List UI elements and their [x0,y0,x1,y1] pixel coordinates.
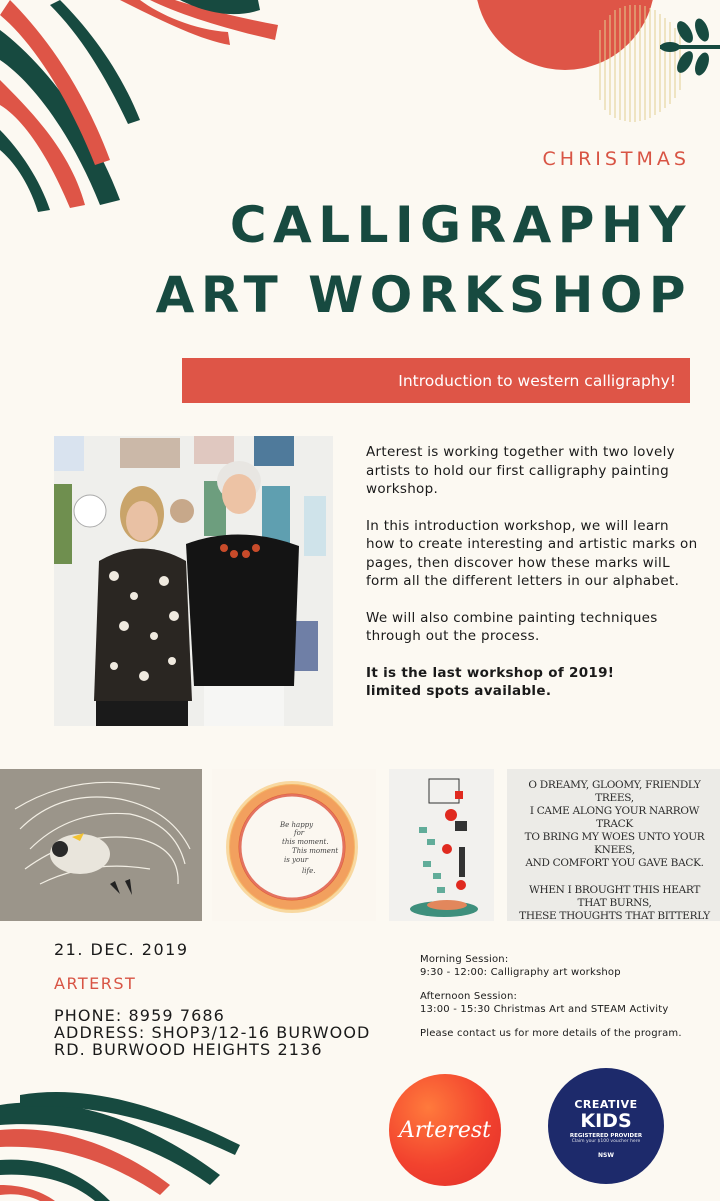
circle-leaf-decoration [470,0,720,130]
poem-line: I CAME ALONG YOUR NARROW TRACK [529,805,700,830]
afternoon-session-label: Afternoon Session: [420,991,518,1002]
arterest-logo [389,1074,501,1186]
gallery-poem-artwork [507,769,720,921]
gallery-circle-artwork [212,769,376,921]
contact-note: Please contact us for more details of the program. [420,1028,682,1039]
intro-text [366,443,701,719]
poem-line: O DREAMY, GLOOMY, FRIENDLY TREES, [528,779,701,804]
intro-banner [182,358,690,403]
circle-text-4: This moment [292,847,339,855]
intro-highlight-line-2: limited spots available. [366,683,552,699]
phone-number: PHONE: 8959 7686 [54,1006,225,1025]
morning-session-label: Morning Session: [420,954,509,965]
intro-highlight [366,664,701,701]
morning-session-detail: 9:30 - 12:00: Calligraphy art workshop [420,966,621,978]
brush-stroke-decoration [0,0,290,215]
circle-text-6: life. [302,867,316,875]
arterest-logo-text: Arterest [399,1117,491,1143]
creative-kids-line-1: CREATIVE [574,1098,638,1111]
circle-text-5: is your [284,856,309,864]
intro-highlight-line-1: It is the last workshop of 2019! [366,664,615,681]
intro-paragraph-1: Arterest is working together with two lovely artists to hold our first calligraphy painting workshop. [366,444,675,497]
intro-paragraph-2: In this introduction workshop, we will learn how to create interesting and artistic marks on pages, then discover how these marks wilL form all the different letters in our alphabet. [366,517,698,589]
address-line-1: ADDRESS: SHOP3/12-16 BURWOOD [54,1023,371,1042]
afternoon-session-detail: 13:00 - 15:30 Christmas Art and STEAM Activity [420,1003,669,1015]
circle-text-2: for [294,829,305,837]
contact-details [54,1007,394,1058]
nsw-logo-text: NSW [598,1152,614,1159]
brush-stroke-decoration-bottom [0,1085,250,1201]
poem-line: TO BRING MY WOES UNTO YOUR KNEES, [524,831,705,856]
circle-text-1: Be happy [280,821,314,829]
event-kicker: CHRISTMAS [542,148,690,170]
poem-line: WHEN I BROUGHT THIS HEART THAT BURNS, [528,884,701,909]
session-schedule [420,954,710,1041]
organizer-name: ARTERST [54,974,137,993]
poem-line: AND COMFORT YOU GAVE BACK. [525,857,704,869]
address-line-2: RD. BURWOOD HEIGHTS 2136 [54,1040,323,1059]
poem-line: THESE THOUGHTS THAT BITTERLY [519,910,710,921]
intro-banner-text: Introduction to western calligraphy! [398,371,676,390]
creative-kids-line-2: KIDS [580,1110,632,1132]
creative-kids-line-3: REGISTERED PROVIDER [569,1133,643,1139]
creative-kids-line-4: Claim your $100 voucher here [571,1139,641,1144]
intro-paragraph-3: We will also combine painting techniques through out the process. [366,609,658,644]
event-date: 21. DEC. 2019 [54,940,189,959]
creative-kids-logo [548,1068,664,1184]
gallery-bird-artwork [0,769,202,921]
page-title-line-1: CALLIGRAPHY [229,196,692,254]
circle-text-3: this moment. [282,838,329,846]
page-title-line-2: ART WORKSHOP [155,266,692,324]
gallery-abstract-artwork [389,769,494,921]
artists-photo [54,436,333,726]
